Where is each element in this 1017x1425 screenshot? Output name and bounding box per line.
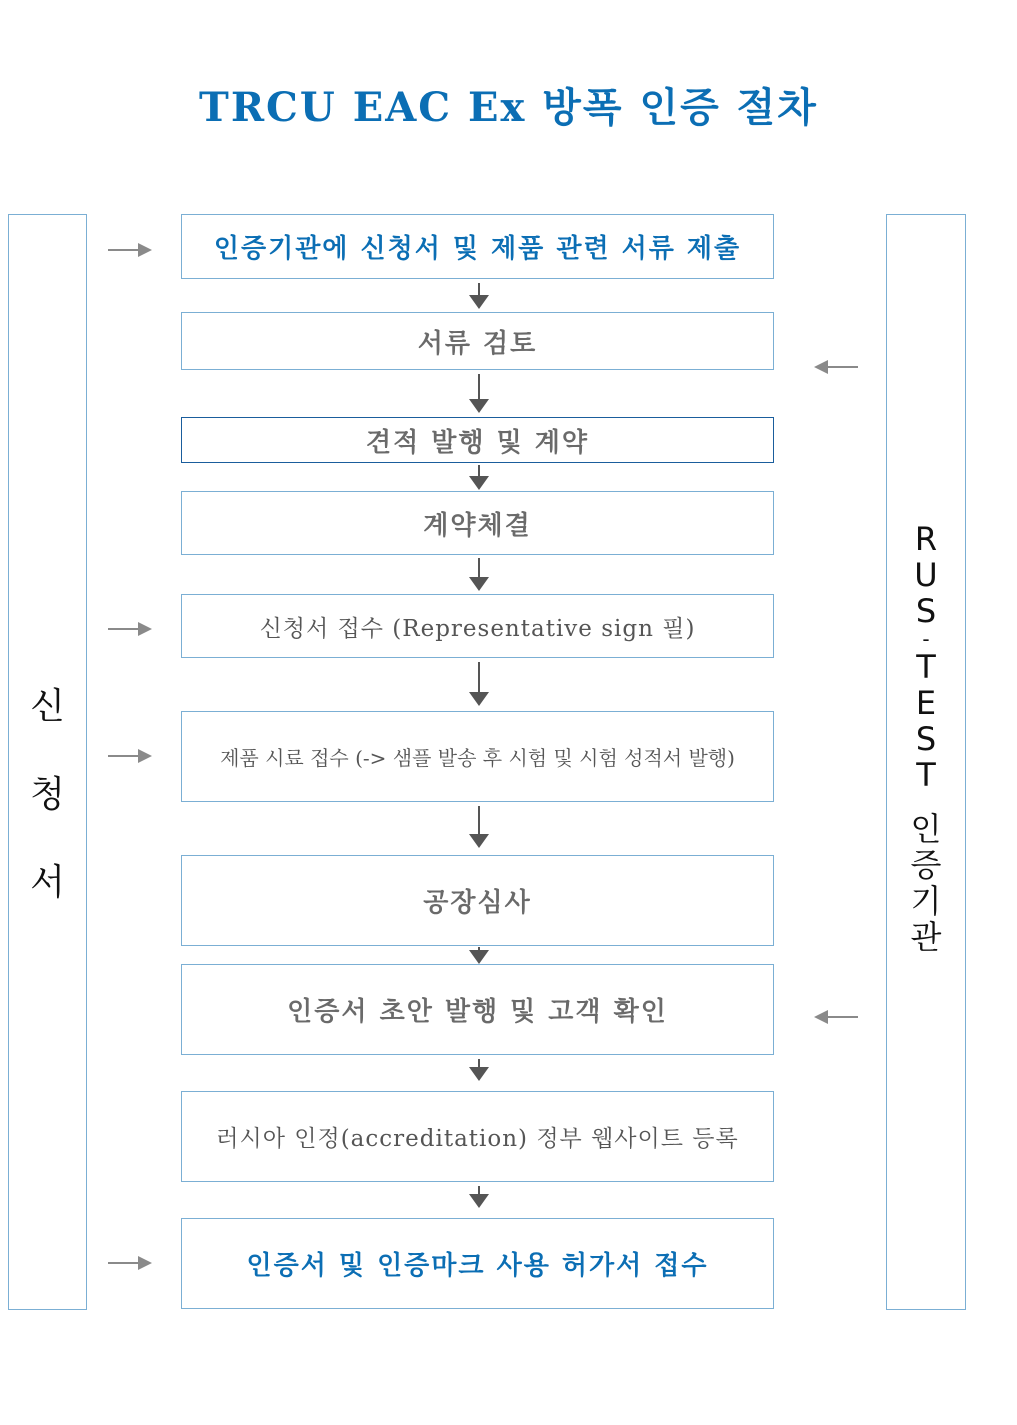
arrow-left-icon	[814, 360, 858, 374]
flow-arrow-down	[469, 558, 489, 591]
cert-body-char: R	[914, 520, 938, 558]
applicant-label	[9, 663, 86, 927]
step-quotation-contract: 견적 발행 및 계약	[181, 417, 774, 463]
arrow-left-icon	[814, 1010, 858, 1024]
step-factory-audit: 공장심사	[181, 855, 774, 946]
flow-arrow-down	[469, 465, 489, 490]
step-application-receipt: 신청서 접수 (Representative sign 필)	[181, 594, 774, 658]
arrow-right-icon	[108, 749, 152, 763]
cert-body-char: U	[914, 556, 938, 594]
cert-body-char: S	[915, 592, 937, 630]
flow-arrow-down	[469, 374, 489, 413]
applicant-panel	[8, 214, 87, 1310]
cert-body-char: 기	[910, 882, 942, 920]
step-website-registration: 러시아 인정(accreditation) 정부 웹사이트 등록	[181, 1091, 774, 1182]
step-document-review: 서류 검토	[181, 312, 774, 370]
arrow-right-icon	[108, 1256, 152, 1270]
cert-body-char: 인	[910, 810, 942, 848]
step-certificate-receipt: 인증서 및 인증마크 사용 허가서 접수	[181, 1218, 774, 1309]
cert-body-char: T	[916, 756, 936, 794]
flow-arrow-down	[469, 947, 489, 964]
flow-arrow-down	[469, 806, 489, 848]
step-contract-conclusion: 계약체결	[181, 491, 774, 555]
page-title: TRCU EAC Ex 방폭 인증 절차	[199, 84, 818, 131]
cert-body-char: S	[915, 720, 937, 758]
flow-arrow-down	[469, 662, 489, 706]
applicant-char: 신	[30, 686, 65, 727]
cert-body-char: E	[915, 684, 937, 722]
arrow-right-icon	[108, 622, 152, 636]
certification-body-panel	[886, 214, 966, 1310]
step-draft-certificate: 인증서 초안 발행 및 고객 확인	[181, 964, 774, 1055]
certification-body-label	[887, 521, 965, 955]
cert-body-char: T	[916, 648, 936, 686]
arrow-right-icon	[108, 243, 152, 257]
step-submit-documents: 인증기관에 신청서 및 제품 관련 서류 제출	[181, 214, 774, 279]
applicant-char: 청	[30, 774, 65, 815]
cert-body-char: -	[922, 627, 930, 651]
flow-arrow-down	[469, 1186, 489, 1208]
step-sample-testing: 제품 시료 접수 (-> 샘플 발송 후 시험 및 시험 성적서 발행)	[181, 711, 774, 802]
cert-body-char: 증	[910, 846, 942, 884]
flow-arrow-down	[469, 283, 489, 309]
cert-body-char: 관	[910, 918, 942, 956]
applicant-char: 서	[30, 862, 65, 903]
flow-arrow-down	[469, 1059, 489, 1081]
